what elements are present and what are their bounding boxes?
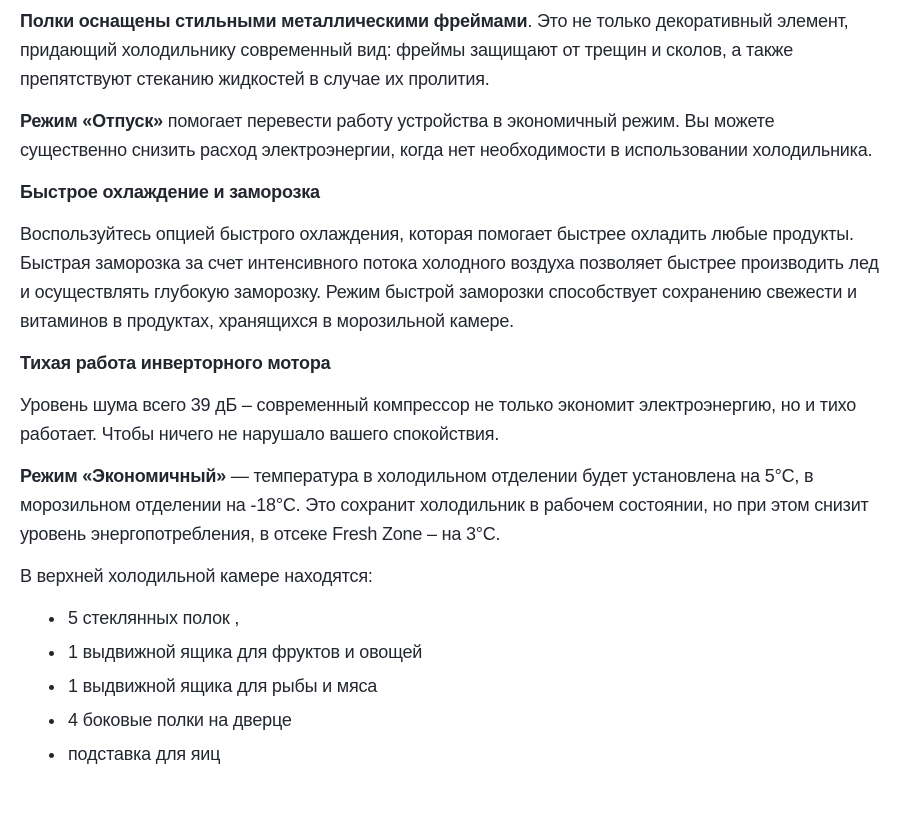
- paragraph-eco-mode: [20, 462, 881, 549]
- paragraph-frames: [20, 7, 881, 94]
- paragraph-quiet-motor: Уровень шума всего 39 дБ – современный компрессор не только экономит электроэнергию, но и тихо работает. Чтобы ничего не нарушало вашего спокойствия.: [20, 395, 857, 444]
- paragraph-frames-lead: Полки оснащены стильными металлическими фреймами: [20, 11, 528, 31]
- feature-list: [20, 604, 881, 769]
- list-item: • 5 стеклянных полок ,: [66, 604, 881, 633]
- paragraph-upper-chamber-intro: В верхней холодильной камере находятся:: [20, 566, 373, 586]
- list-item: • 1 выдвижной ящика для фруктов и овощей: [66, 638, 881, 667]
- paragraph-eco-mode-lead: Режим «Экономичный»: [20, 466, 227, 486]
- paragraph-eco-mode-text: — температура в холодильном отделении будет установлена на 5°C, в морозильном отделении на -18°C. Это сохранит холодильник в рабочем состоянии, но при этом снизит уровень энергопотребления, в отсеке Fresh Zone – на 3°C.: [20, 466, 869, 544]
- paragraph-vacation-mode: [20, 107, 881, 165]
- paragraph-fast-cooling: Воспользуйтесь опцией быстрого охлаждения, которая помогает быстрее охладить любые продукты. Быстрая заморозка за счет интенсивного потока холодного воздуха позволяет быстрее производить лед и осуществлять глубокую заморозку. Режим быстрой заморозки способствует сохранению свежести и витаминов в продуктах, хранящихся в морозильной камере.: [20, 224, 879, 331]
- paragraph-frames-text: . Это не только декоративный элемент, придающий холодильнику современный вид: фреймы защищают от трещин и сколов, а также препятствуют стеканию жидкостей в случае их пролития.: [20, 11, 849, 89]
- list-item: • подставка для яиц: [66, 740, 881, 769]
- list-item: • 4 боковые полки на дверце: [66, 706, 881, 735]
- paragraph-vacation-mode-text: помогает перевести работу устройства в экономичный режим. Вы можете существенно снизить расход электроэнергии, когда нет необходимости в использовании холодильника.: [20, 111, 873, 160]
- section-heading-quiet-motor: Тихая работа инверторного мотора: [20, 353, 331, 373]
- paragraph-vacation-mode-lead: Режим «Отпуск»: [20, 111, 163, 131]
- section-heading-fast-cooling: Быстрое охлаждение и заморозка: [20, 182, 320, 202]
- list-item: • 1 выдвижной ящика для рыбы и мяса: [66, 672, 881, 701]
